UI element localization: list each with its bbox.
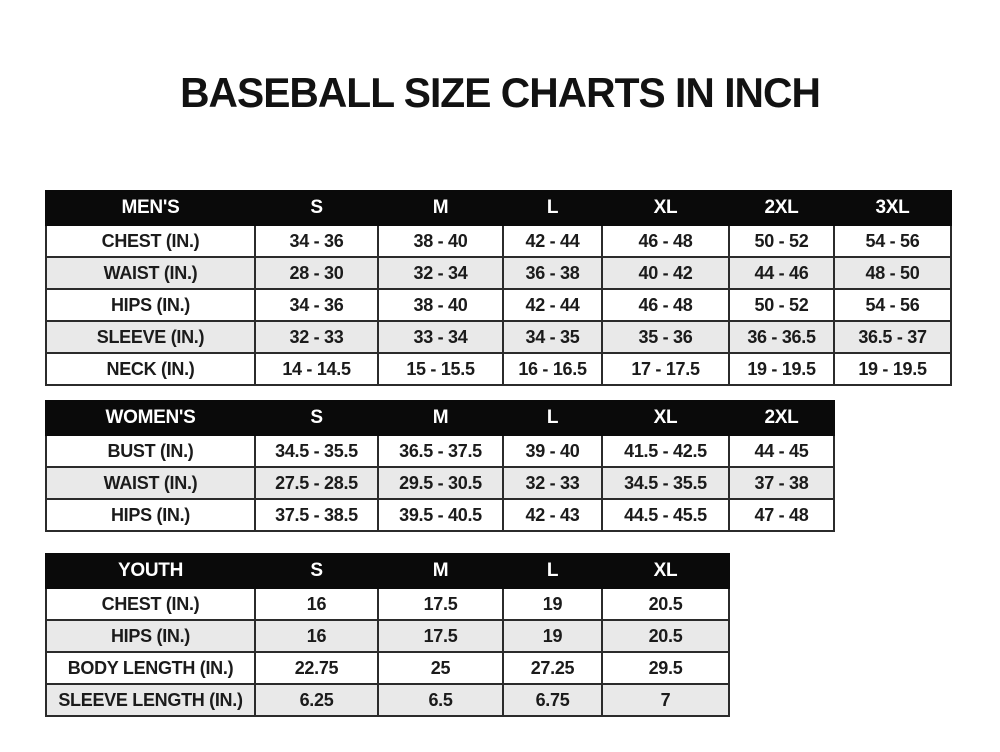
size-value-cell: 27.25 (503, 652, 602, 684)
measurement-label-cell: HIPS (IN.) (46, 289, 255, 321)
table-row (46, 321, 951, 353)
size-header-cell: M (378, 401, 503, 435)
size-header-cell: L (503, 554, 602, 588)
size-value-cell: 38 - 40 (378, 289, 503, 321)
size-value-cell: 17.5 (378, 588, 503, 620)
size-value-cell: 44.5 - 45.5 (602, 499, 729, 531)
measurement-label-cell: HIPS (IN.) (46, 499, 255, 531)
size-header-cell: S (255, 401, 378, 435)
size-value-cell: 39 - 40 (503, 435, 602, 467)
size-value-cell: 14 - 14.5 (255, 353, 378, 385)
size-header-cell: 2XL (729, 401, 834, 435)
mens-size-table (45, 190, 952, 386)
size-value-cell: 37 - 38 (729, 467, 834, 499)
youth-size-table (45, 553, 730, 717)
size-value-cell: 6.75 (503, 684, 602, 716)
size-value-cell: 16 (255, 588, 378, 620)
size-value-cell: 48 - 50 (834, 257, 951, 289)
header-row (46, 401, 834, 435)
size-value-cell: 40 - 42 (602, 257, 729, 289)
measurement-label-cell: WAIST (IN.) (46, 257, 255, 289)
size-header-cell: L (503, 191, 602, 225)
size-value-cell: 19 (503, 588, 602, 620)
size-value-cell: 46 - 48 (602, 289, 729, 321)
size-value-cell: 6.25 (255, 684, 378, 716)
size-value-cell: 42 - 44 (503, 225, 602, 257)
size-value-cell: 36 - 38 (503, 257, 602, 289)
size-value-cell: 46 - 48 (602, 225, 729, 257)
size-value-cell: 50 - 52 (729, 225, 834, 257)
measurement-label-cell: HIPS (IN.) (46, 620, 255, 652)
size-value-cell: 39.5 - 40.5 (378, 499, 503, 531)
size-value-cell: 29.5 (602, 652, 729, 684)
size-value-cell: 36.5 - 37.5 (378, 435, 503, 467)
size-value-cell: 44 - 46 (729, 257, 834, 289)
header-row (46, 554, 729, 588)
table-title-cell: YOUTH (46, 554, 255, 588)
womens-size-table (45, 400, 835, 532)
size-value-cell: 36.5 - 37 (834, 321, 951, 353)
size-header-cell: 2XL (729, 191, 834, 225)
size-value-cell: 17 - 17.5 (602, 353, 729, 385)
size-value-cell: 19 (503, 620, 602, 652)
size-value-cell: 25 (378, 652, 503, 684)
size-value-cell: 36 - 36.5 (729, 321, 834, 353)
size-value-cell: 54 - 56 (834, 289, 951, 321)
size-value-cell: 15 - 15.5 (378, 353, 503, 385)
size-value-cell: 29.5 - 30.5 (378, 467, 503, 499)
size-value-cell: 50 - 52 (729, 289, 834, 321)
size-value-cell: 44 - 45 (729, 435, 834, 467)
table-row (46, 289, 951, 321)
table-row (46, 225, 951, 257)
size-value-cell: 37.5 - 38.5 (255, 499, 378, 531)
table-row (46, 588, 729, 620)
size-value-cell: 41.5 - 42.5 (602, 435, 729, 467)
size-value-cell: 38 - 40 (378, 225, 503, 257)
size-header-cell: M (378, 191, 503, 225)
size-value-cell: 16 (255, 620, 378, 652)
measurement-label-cell: NECK (IN.) (46, 353, 255, 385)
measurement-label-cell: WAIST (IN.) (46, 467, 255, 499)
size-header-cell: M (378, 554, 503, 588)
table-row (46, 257, 951, 289)
size-header-cell: 3XL (834, 191, 951, 225)
size-value-cell: 34 - 35 (503, 321, 602, 353)
size-value-cell: 17.5 (378, 620, 503, 652)
size-value-cell: 27.5 - 28.5 (255, 467, 378, 499)
measurement-label-cell: SLEEVE LENGTH (IN.) (46, 684, 255, 716)
size-value-cell: 47 - 48 (729, 499, 834, 531)
size-value-cell: 20.5 (602, 620, 729, 652)
size-value-cell: 34 - 36 (255, 225, 378, 257)
table-row (46, 435, 834, 467)
measurement-label-cell: BODY LENGTH (IN.) (46, 652, 255, 684)
size-value-cell: 19 - 19.5 (834, 353, 951, 385)
size-value-cell: 32 - 33 (255, 321, 378, 353)
table-row (46, 467, 834, 499)
size-header-cell: XL (602, 191, 729, 225)
size-value-cell: 16 - 16.5 (503, 353, 602, 385)
size-value-cell: 32 - 34 (378, 257, 503, 289)
measurement-label-cell: SLEEVE (IN.) (46, 321, 255, 353)
table-row (46, 353, 951, 385)
size-value-cell: 32 - 33 (503, 467, 602, 499)
size-value-cell: 20.5 (602, 588, 729, 620)
size-value-cell: 34 - 36 (255, 289, 378, 321)
measurement-label-cell: CHEST (IN.) (46, 225, 255, 257)
table-title-cell: WOMEN'S (46, 401, 255, 435)
size-value-cell: 34.5 - 35.5 (255, 435, 378, 467)
size-header-cell: XL (602, 554, 729, 588)
size-header-cell: S (255, 554, 378, 588)
page-title: BASEBALL SIZE CHARTS IN INCH (180, 69, 820, 116)
size-value-cell: 28 - 30 (255, 257, 378, 289)
table-title-cell: MEN'S (46, 191, 255, 225)
size-value-cell: 54 - 56 (834, 225, 951, 257)
size-header-cell: S (255, 191, 378, 225)
table-row (46, 620, 729, 652)
size-value-cell: 35 - 36 (602, 321, 729, 353)
size-value-cell: 34.5 - 35.5 (602, 467, 729, 499)
size-value-cell: 6.5 (378, 684, 503, 716)
size-header-cell: L (503, 401, 602, 435)
size-value-cell: 7 (602, 684, 729, 716)
table-row (46, 684, 729, 716)
size-value-cell: 33 - 34 (378, 321, 503, 353)
table-row (46, 652, 729, 684)
size-value-cell: 19 - 19.5 (729, 353, 834, 385)
measurement-label-cell: BUST (IN.) (46, 435, 255, 467)
size-value-cell: 22.75 (255, 652, 378, 684)
measurement-label-cell: CHEST (IN.) (46, 588, 255, 620)
header-row (46, 191, 951, 225)
size-value-cell: 42 - 44 (503, 289, 602, 321)
table-row (46, 499, 834, 531)
size-header-cell: XL (602, 401, 729, 435)
size-value-cell: 42 - 43 (503, 499, 602, 531)
